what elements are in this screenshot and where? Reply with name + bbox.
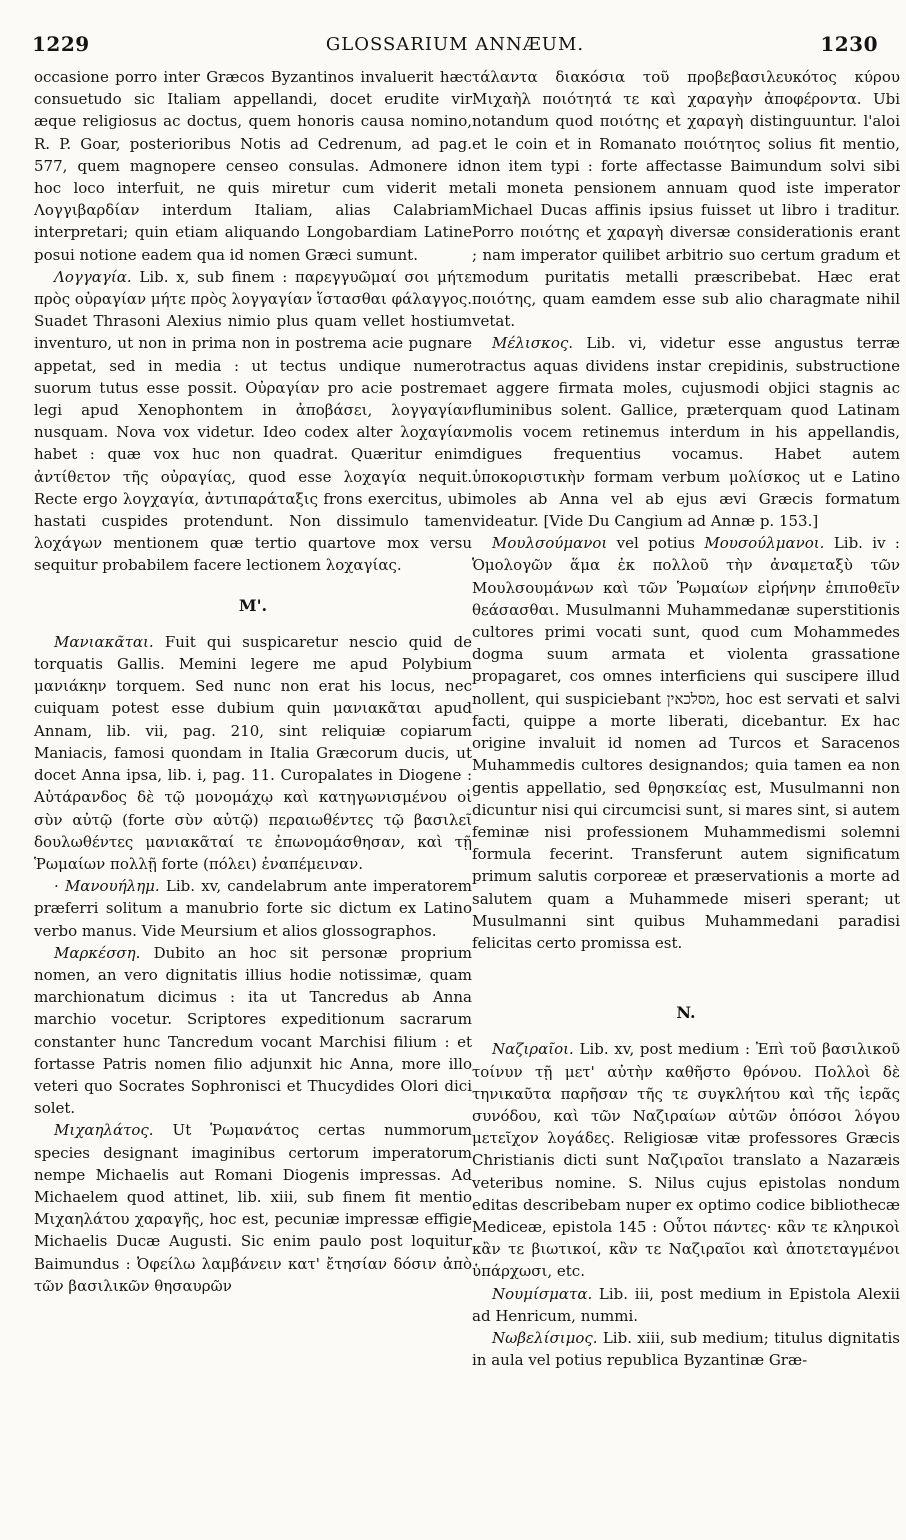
page-number-right: 1230 bbox=[820, 32, 878, 56]
entry-lemma: Μαρκέσση. bbox=[54, 943, 141, 962]
entry-text: Dubito an hoc sit personæ proprium nomen, an vero dignitatis illius hodie notissimæ, quam marchionatum dicimus : ita ut Tancredus ab Anna marchio vocetur. Scriptores expeditionum sacrarum constanter hunc Tancredum vocant Marchisi filium : et fortasse Patris nomen filio adjunxit hic Anna, more illo veteri quo Socrates Sophronisci et Thucydides Olori dici solet. bbox=[34, 943, 472, 1118]
entry-text: Lib. iv : Ὁμολογῶν ἅμα ἐκ πολλοῦ τὴν ἀναμεταξὺ τῶν Μουλσουμάνων καὶ τῶν Ῥωμαίων εἰρήνην ἐπιπoθεῖν θεάσασθαι. Musulmanni Muhammedanæ superstitionis cultores primi vocati sunt, quod cum Mohammedes dogma suum armata et violenta grassatione propagaret, cos omnes interficiens qui suscipere illud nollent, qui suspiciebant מסלכאין, hoc est servati et salvi facti, quippe a morte liberati, dicebantur. Ex hac origine invaluit id nomen ad Turcos et Saracenos Muhammedis cultores designandos; quia tamen ea non gentis appellatio, sed θρησκείας est, Musulmanni non dicuntur nisi qui circumcisi sunt, si mares sint, si autem feminæ nisi professionem Muhammedismi solemni formula fecerint. Transferunt autem significatum primum salutis corporeæ et præservationis a morte ad salutem quam a Muhammede miseri sperant; ut Musulmanni sint quibus Muhammedani paradisi felicitas certo promissa est. bbox=[472, 534, 901, 952]
entry-lemma: Μέλισκος. bbox=[492, 334, 574, 353]
entry-lemma: Ναζιραῖοι. bbox=[492, 1040, 574, 1059]
right-column bbox=[472, 66, 900, 1371]
entry-continuation: occasione porro inter Græcos Byzantinos invaluerit hæc consuetudo sic Italiam appellandi, docet erudite vir æque religiosus ac doctus, quem honoris causa nomino, R. P. Goar, posterioribus Notis ad Cedrenum, ad pag. 577, quem magnopere censeo consulas. Admonere id hoc loco interfuit, ne quis miretur cum viderit me Λογγιβαρδίαν interdum Italiam, alias Calabriam interpretari; quin etiam aliquando Longobardiam Latine posui notione eadem qua id nomen Græci sumunt. bbox=[34, 68, 472, 264]
entry-naziraioi bbox=[472, 1038, 900, 1282]
entry-meliskos bbox=[472, 332, 900, 532]
entry-text: Ut Ῥωμανάτος certas nummorum species designant imaginibus certorum imperatorum nempe Michaelis aut Romani Diogenis impressas. Ad Michaelem quod attinet, lib. xiii, sub finem fit mentio Μιχαηλάτου χαραγῆς, hoc est, pecuniæ impressæ effigie Michaelis Ducæ Augusti. Sic enim paulo post loquitur Baimundus : Ὀφείλω λαμβάνειν κατ' ἔτησίαν δόσιν ἀπὸ τῶν βασιλικῶν θησαυρῶν bbox=[34, 1121, 472, 1295]
entry-lemma: · Μανουήλημ. bbox=[54, 877, 160, 896]
running-title: GLOSSARIUM ANNÆUM. bbox=[325, 34, 585, 55]
entry-lemma: Μουλσούμανοι bbox=[492, 534, 608, 553]
entry-noumismata bbox=[472, 1283, 900, 1327]
section-heading-n: N. bbox=[676, 1003, 696, 1023]
entry-nobelisimos bbox=[472, 1327, 900, 1371]
page-header bbox=[32, 32, 878, 58]
entry-lemma-variant: Μουσούλμανοι. bbox=[704, 534, 825, 553]
entry-markesse bbox=[34, 942, 472, 1120]
entry-text: Lib. xv, post medium : Ἐπὶ τοῦ βασιλικοῦ τοίνυν τῇ μετ' αὐτὴν καθῆστο θρόνου. Πολλοὶ δὲ τηνικαῦτα παρῆσαν τῆς τε συγκλήτου καὶ τῆς ἱερᾶς συνόδου, καὶ τῶν Ναζιραίων αὐτῶν ὁπόσοι λόγου μετεῖχον λογάδες. Religiosæ vitæ professores Græcis Christianis dicti sunt Ναζιραῖοι translato a Nazaræis veteribus nomine. S. Nilus cujus epistolas nondum editas describebam nuper ex optimo codice bibliothecæ Mediceæ, epistola 145 : Οὗτοι πάντες· κἂν τε κληρικοὶ κἂν τε βιωτικοί, κἂν τε Ναζιραῖοι καὶ ἀποτεταγμένοι ὑπάρχωσι, etc. bbox=[472, 1040, 900, 1281]
entry-text: Lib. iii, post medium in Epistola Alexii ad Henricum, nummi. bbox=[472, 1284, 900, 1325]
entry-continuation: τάλαντα διακόσια τοῦ προβεβασιλευκότος κύρου Μιχαὴλ ποιότητά τε καὶ χαραγὴν ἀποφέροντα. Ubi notandum quod ποιότης et χαραγὴ distinguuntur. l'aloi et le coin et in Romanato ποιότητος solius fit mentio, non item typi : forte affectasse Baimundum solvi sibi tali moneta pensionem annuam quod iste imperator Michael Ducas affinis ipsius fuisset ut libro i traditur. Porro ποιότης et χαραγὴ diversæ considerationis erant ; nam imperator quilibet arbitrio suo certum gradum et modum puritatis metalli præscribebat. Hæc erat ποιότης, quam eamdem esse sub alio charagmate nihil vetat. bbox=[472, 68, 900, 331]
section-heading-m: M'. bbox=[238, 595, 268, 615]
entry-lemma: Μιχαηλάτος. bbox=[54, 1121, 154, 1140]
entry-moulsoumanoi bbox=[472, 532, 900, 954]
entry-michaelatos bbox=[34, 1119, 472, 1297]
entry-lemma: Λογγαγία. bbox=[54, 267, 132, 286]
entry-connector: vel potius bbox=[616, 534, 695, 553]
page-number-left: 1229 bbox=[32, 32, 90, 56]
entry-text: Lib. xv, candelabrum ante imperatorem præferri solitum a manubrio forte sic dictum ex Latino verbo manus. Vide Meursium et alios glossographos. bbox=[34, 877, 472, 940]
entry-manouelem bbox=[34, 875, 472, 942]
spacer bbox=[472, 954, 900, 984]
entry-lemma: Μανιακᾶται. bbox=[54, 632, 154, 651]
entry-lemma: Νωβελίσιμος. bbox=[492, 1328, 598, 1347]
entry-longagia bbox=[34, 266, 472, 577]
entry-text: Lib. vi, videtur esse angustus terræ tractus aquas dividens instar crepidinis, substructione et aggere firmata moles, cujusmodi objici stagnis ac fluminibus solent. Gallice, præterquam quod Latinam molis vocem retinemus interdum in his appellandis, digues frequentius vocamus. Habet autem ὑποκοριστικὴν formam verbum μολίσκος ut e Latino moles ab Anna vel ab ejus ævi Græcis formatum videatur. [Vide Du Cangium ad Annæ p. 153.] bbox=[472, 334, 900, 531]
entry-text: Lib. x, sub finem : παρεγγυῶμαί σοι μήτε πρὸς οὐραγίαν μήτε πρὸς λογγαγίαν ἵστασθαι φάλαγγος. Suadet Thrasoni Alexius nimio plus quam vellet hostium inventuro, ut non in prima non in postrema acie pugnare appetat, sed in media : ut tectus undique numero suorum tutus esse possit. Οὐραγίαν pro acie postrema legi apud Xenophontem in ἀποβάσει, λογγαγίαν nusquam. Nova vox videtur. Ideo codex alter λοχαγίαν habet : quæ vox huc non quadrat. Quæritur enim ἀντίθετον τῆς οὐραγίας, quod esse λοχαγία nequit. Recte ergo λογχαγία, ἀντιπαράταξις frons exercitus, ubi hastati cuspides protendunt. Non dissimulo tamen λοχάγων mentionem quæ tertio quartove mox versu sequitur probabilem facere lectionem λοχαγίας. bbox=[34, 267, 472, 575]
left-column bbox=[34, 66, 472, 1297]
entry-maniakatai bbox=[34, 631, 472, 875]
entry-lemma: Νουμίσματα. bbox=[492, 1284, 593, 1303]
entry-text: Fuit qui suspicaretur nescio quid de torquatis Gallis. Memini legere me apud Polybium μανιάκην torquem. Sed nunc non erat his locus, nec cuiquam potest esse dubium quin μανιακᾶται apud Annam, lib. vii, pag. 210, sint reliquiæ copiarum Maniacis, famosi quondam in Italia Græcorum ducis, ut docet Anna ipsa, lib. i, pag. 11. Curopalates in Diogene : Αὐτάρανδος δὲ τῷ μονομάχῳ καὶ κατηγωνισμένου οἱ σὺν αὐτῷ (forte σὺν αὐτῷ) περαιωθέντες τῷ βασιλεῖ δουλωθέντες μανιακᾶταί τε ἐπωνομάσθησαν, καὶ τῇ Ῥωμαίων πολλῇ forte (πόλει) ἐναπέμειναν. bbox=[34, 632, 472, 873]
entry-text: Lib. xiii, sub medium; titulus dignitatis in aula vel potius republica Byzantinæ Græ- bbox=[472, 1328, 900, 1370]
